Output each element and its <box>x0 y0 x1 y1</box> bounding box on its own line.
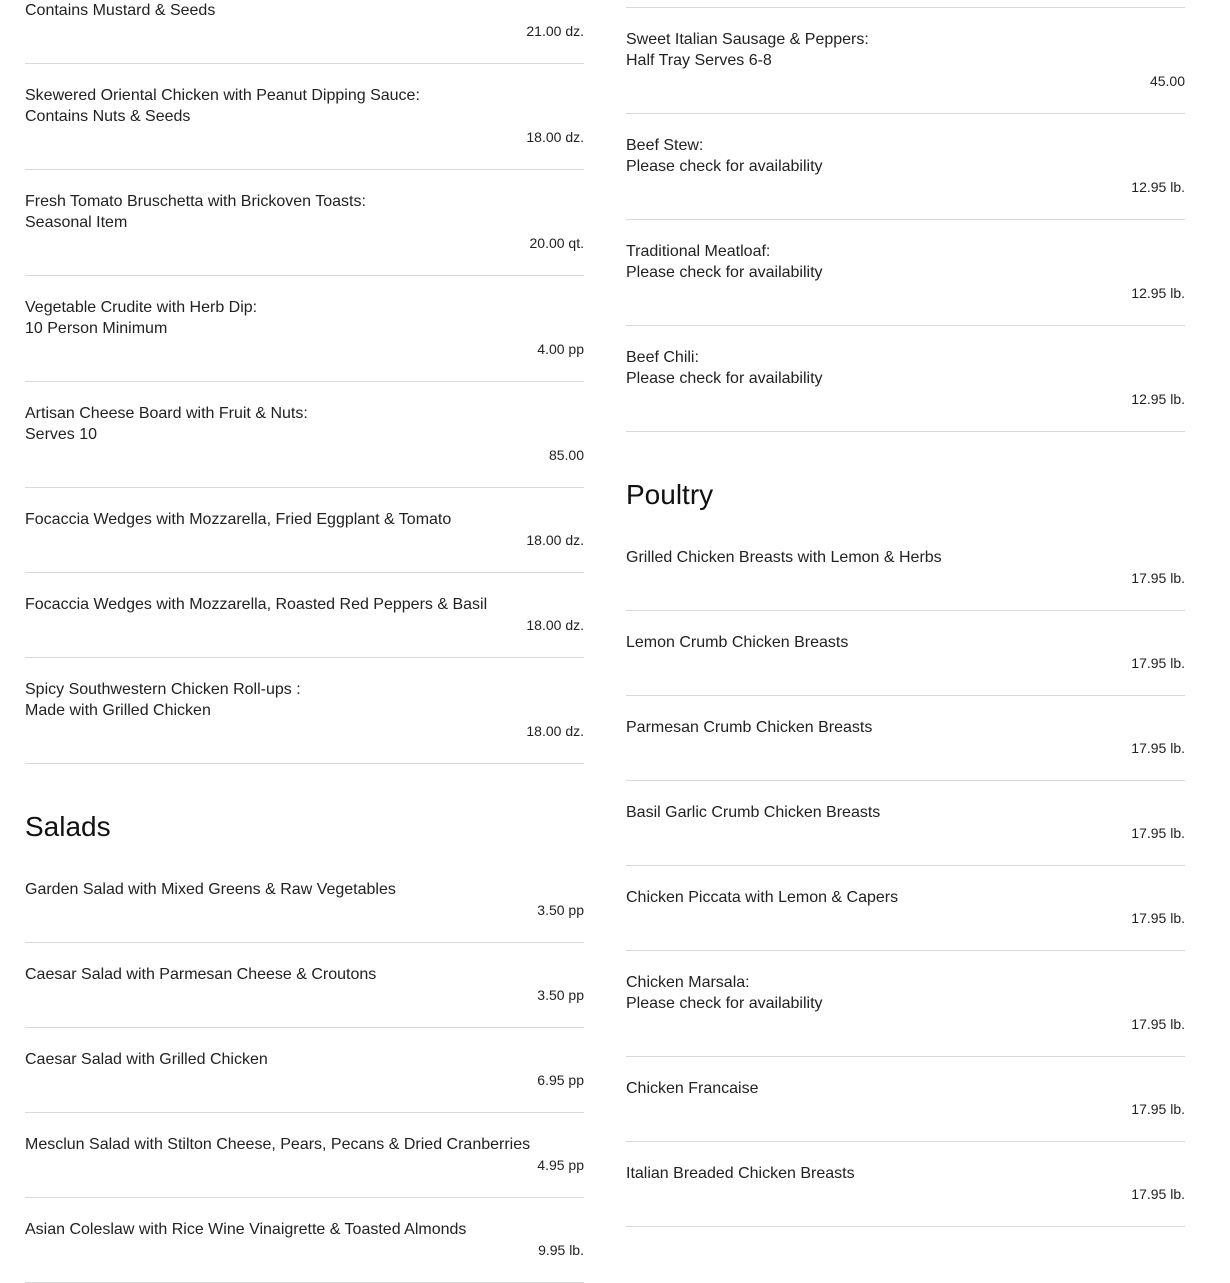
menu-item-price: 17.95 lb. <box>1131 1186 1185 1202</box>
menu-item <box>626 220 1185 326</box>
menu-item <box>626 1057 1185 1142</box>
menu-item-title: Basil Garlic Crumb Chicken Breasts <box>626 804 881 821</box>
menu-item-title: Garden Salad with Mixed Greens & Raw Vegetables <box>25 881 396 898</box>
menu-item <box>626 611 1185 696</box>
menu-item-title: Focaccia Wedges with Mozzarella, Roasted Red Peppers & Basil <box>25 596 488 613</box>
menu-item-name <box>25 879 584 900</box>
menu-item-name <box>25 594 584 615</box>
menu-item-price: 17.95 lb. <box>1131 1101 1185 1117</box>
menu-item-note: Made with Grilled Chicken <box>25 702 211 719</box>
menu-item <box>25 276 584 382</box>
menu-item-name <box>626 1078 1185 1099</box>
menu-item-note: 10 Person Minimum <box>25 320 168 337</box>
left-top-items <box>25 0 584 764</box>
menu-item <box>626 326 1185 432</box>
menu-item-name <box>626 29 1185 71</box>
menu-item-title: Focaccia Wedges with Mozzarella, Fried Eggplant & Tomato <box>25 511 452 528</box>
menu-item-name <box>25 0 584 21</box>
menu-item-name <box>626 887 1185 908</box>
menu-item-title: Beef Chili: <box>626 349 699 366</box>
menu-item <box>25 943 584 1028</box>
menu-item-name <box>626 347 1185 389</box>
menu-item <box>626 114 1185 220</box>
menu-item-name <box>25 297 584 339</box>
menu-item-title: Grilled Chicken Breasts with Lemon & Herbs <box>626 549 942 566</box>
menu-item <box>25 64 584 170</box>
menu-item <box>25 382 584 488</box>
menu-item-price: 17.95 lb. <box>1131 740 1185 756</box>
menu-item-title: Chicken Piccata with Lemon & Capers <box>626 889 899 906</box>
menu-item-note: Please check for availability <box>626 995 823 1012</box>
section-title-salads: Salads <box>25 811 111 842</box>
menu-item-note: Please check for availability <box>626 264 823 281</box>
menu-item-name <box>626 972 1185 1014</box>
menu-column-left <box>25 0 584 1283</box>
menu-item-name <box>626 717 1185 738</box>
menu-column-right <box>626 0 1185 1227</box>
menu-item-price: 18.00 dz. <box>526 129 584 145</box>
menu-item-title: Parmesan Crumb Chicken Breasts <box>626 719 873 736</box>
menu-item-name <box>25 1219 584 1240</box>
poultry-items <box>626 526 1185 1227</box>
menu-item-price: 17.95 lb. <box>1131 655 1185 671</box>
menu-item-note: Contains Nuts & Seeds <box>25 108 191 125</box>
menu-item-title: Fresh Tomato Bruschetta with Brickoven Toasts: <box>25 193 366 210</box>
menu-item-price: 17.95 lb. <box>1131 910 1185 926</box>
menu-item-title: Italian Breaded Chicken Breasts <box>626 1165 855 1182</box>
menu-item-title: Chicken Francaise <box>626 1080 759 1097</box>
menu-item-title: Asian Coleslaw with Rice Wine Vinaigrette & Toasted Almonds <box>25 1221 467 1238</box>
menu-item-name <box>25 85 584 127</box>
menu-item <box>25 1198 584 1283</box>
menu-item-title: Skewered Oriental Chicken with Peanut Dipping Sauce: <box>25 87 420 104</box>
menu-item-name <box>626 135 1185 177</box>
menu-item-name <box>25 191 584 233</box>
menu-item-name <box>25 964 584 985</box>
menu-item <box>25 1113 584 1198</box>
menu-item-name <box>626 547 1185 568</box>
menu-item-price: 18.00 dz. <box>526 532 584 548</box>
menu-item <box>25 858 584 943</box>
menu-item-price: 9.95 lb. <box>538 1242 584 1258</box>
menu-item <box>25 573 584 658</box>
section-title-poultry: Poultry <box>626 479 714 510</box>
menu-item-title: Caesar Salad with Grilled Chicken <box>25 1051 268 1068</box>
menu-item <box>25 170 584 276</box>
menu-item-note: Serves 10 <box>25 426 98 443</box>
menu-item <box>626 951 1185 1057</box>
right-top-items <box>626 8 1185 432</box>
menu-item <box>626 1142 1185 1227</box>
menu-item-name <box>25 1134 584 1155</box>
menu-item-price: 45.00 <box>1149 73 1185 89</box>
menu-item-name <box>626 632 1185 653</box>
menu-item-name <box>25 679 584 721</box>
menu-item-name <box>626 1163 1185 1184</box>
menu-item-price: 12.95 lb. <box>1131 179 1185 195</box>
menu-item <box>25 488 584 573</box>
menu-item <box>25 1028 584 1113</box>
menu-item-note: Seasonal Item <box>25 214 128 231</box>
menu-item-price: 6.95 pp <box>537 1072 584 1088</box>
menu-item-title: Beef Stew: <box>626 137 704 154</box>
menu-item-price: 18.00 dz. <box>526 723 584 739</box>
menu-item-title: Lemon Crumb Chicken Breasts <box>626 634 849 651</box>
menu-item <box>626 526 1185 611</box>
menu-item-price: 17.95 lb. <box>1131 825 1185 841</box>
menu-item-name <box>25 403 584 445</box>
menu-item-note: Please check for availability <box>626 370 823 387</box>
menu-item-note: Half Tray Serves 6-8 <box>626 52 772 69</box>
menu-item-title: Sweet Italian Sausage & Peppers: <box>626 31 869 48</box>
salads-items <box>25 858 584 1283</box>
menu-item-name <box>626 802 1185 823</box>
menu-item-price: 4.95 pp <box>537 1157 584 1173</box>
menu-item-title: Chicken Marsala: <box>626 974 750 991</box>
menu-item-price: 17.95 lb. <box>1131 570 1185 586</box>
menu-item-price: 17.95 lb. <box>1131 1016 1185 1032</box>
menu-item-title: Traditional Meatloaf: <box>626 243 771 260</box>
menu-item-name <box>25 509 584 530</box>
menu-item-price: 20.00 qt. <box>529 235 584 251</box>
menu-item-price: 4.00 pp <box>537 341 584 357</box>
menu-item-name <box>626 241 1185 283</box>
menu-item-price: 85.00 <box>548 447 584 463</box>
menu-item-note: Please check for availability <box>626 158 823 175</box>
menu-item-price: 21.00 dz. <box>526 23 584 39</box>
menu-item-title: Vegetable Crudite with Herb Dip: <box>25 299 258 316</box>
menu-item <box>626 8 1185 114</box>
menu-item <box>626 866 1185 951</box>
menu-item-title: Caesar Salad with Parmesan Cheese & Croutons <box>25 966 377 983</box>
menu-item-price: 12.95 lb. <box>1131 391 1185 407</box>
menu-item-price: 12.95 lb. <box>1131 285 1185 301</box>
menu-item-price: 3.50 pp <box>537 902 584 918</box>
menu-item <box>626 696 1185 781</box>
divider <box>626 0 1185 8</box>
menu-item <box>25 0 584 64</box>
menu-item-price: 18.00 dz. <box>526 617 584 633</box>
menu-item-title: Mesclun Salad with Stilton Cheese, Pears, Pecans & Dried Cranberries <box>25 1136 531 1153</box>
menu-item-title: Artisan Cheese Board with Fruit & Nuts: <box>25 405 308 422</box>
menu-item <box>25 658 584 764</box>
menu-item-price: 3.50 pp <box>537 987 584 1003</box>
menu-item-title: Spicy Southwestern Chicken Roll-ups : <box>25 681 301 698</box>
menu-item-title: Contains Mustard & Seeds <box>25 2 216 19</box>
menu-item <box>626 781 1185 866</box>
menu-item-name <box>25 1049 584 1070</box>
